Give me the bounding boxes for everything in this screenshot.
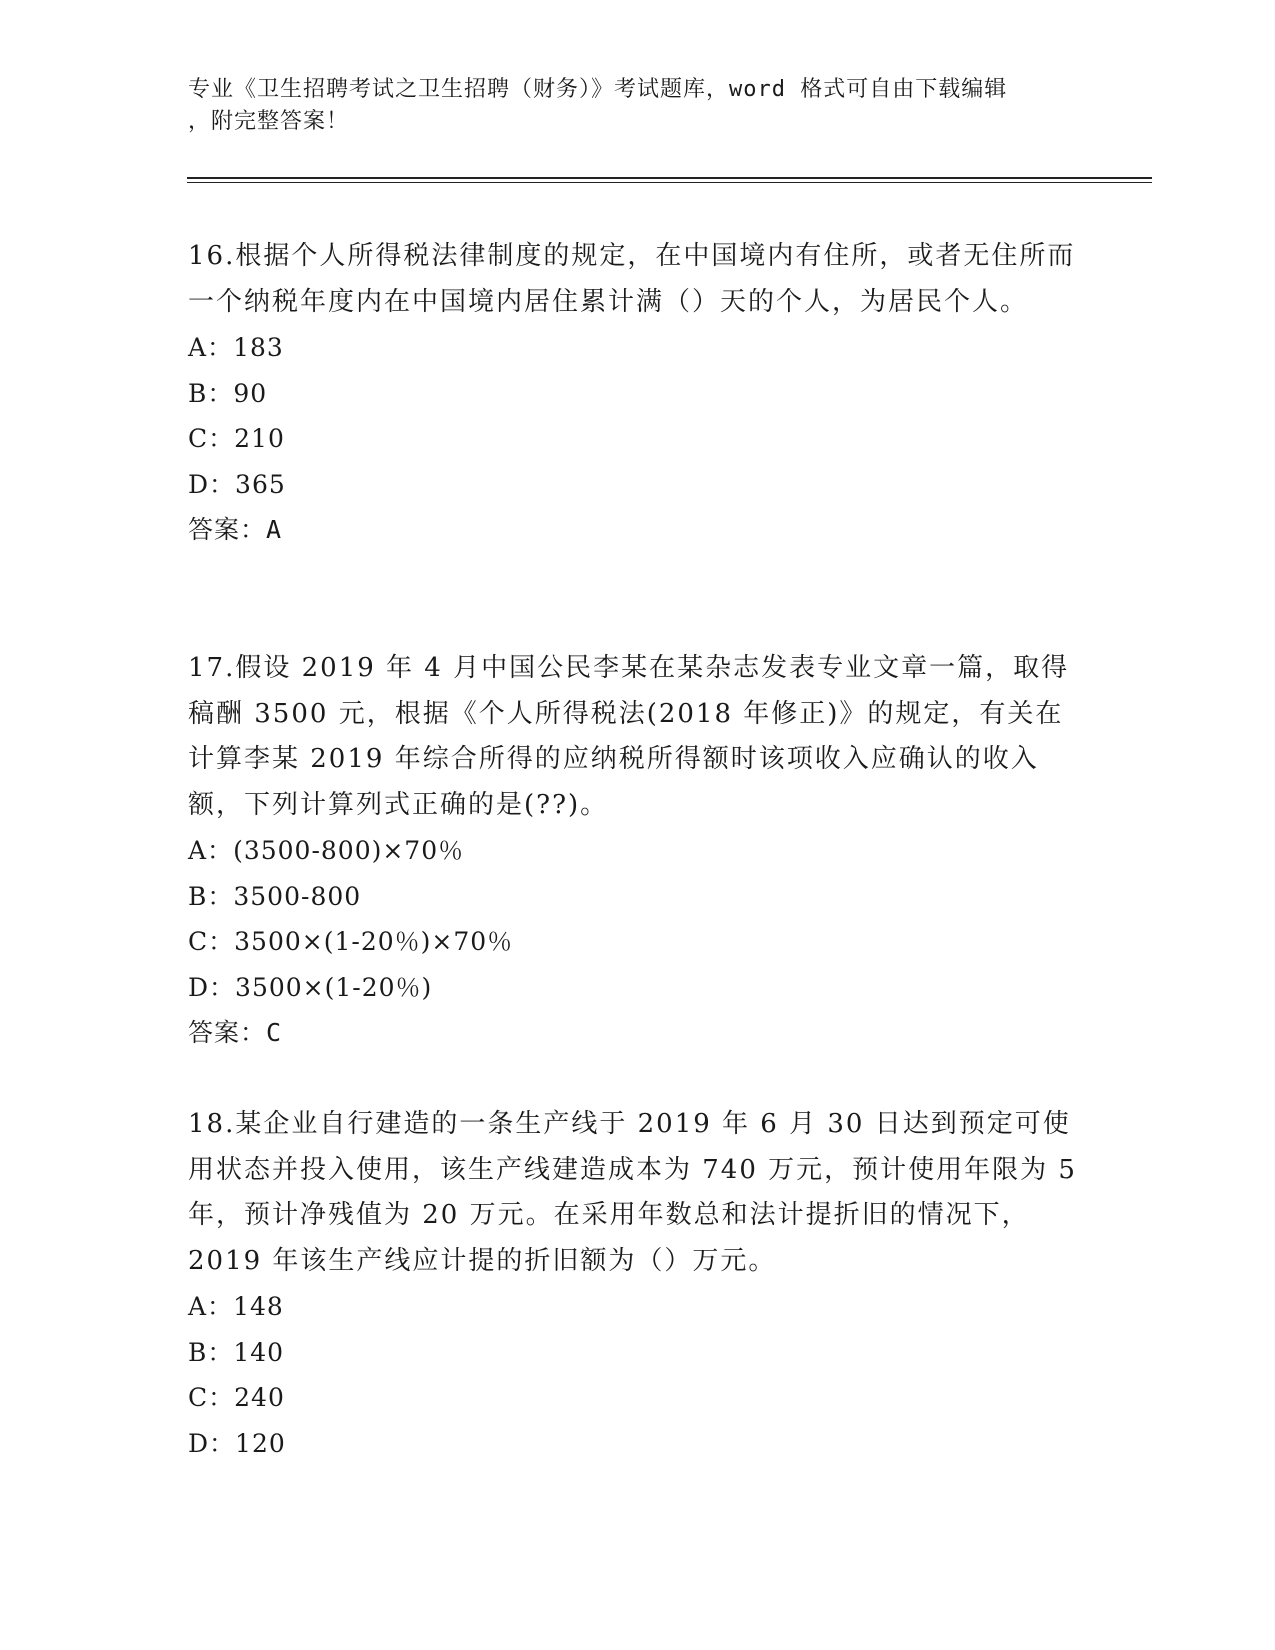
answer-line: [188, 1010, 1088, 1056]
option-c: [188, 1375, 1088, 1421]
answer-line: [188, 507, 1088, 553]
question-stem: 18.某企业自行建造的一条生产线于 2019 年 6 月 30 日达到预定可使用状态并投入使用，该生产线建造成本为 740 万元，预计使用年限为 5 年，预计净残值为 20 万元。在采用年数总和法计提折旧的情况下，2019 年该生产线应计提的折旧额为（）万元。: [188, 1109, 1077, 1276]
option-label: C：: [188, 927, 235, 956]
question-16: [188, 234, 1088, 553]
option-a: [188, 325, 1088, 371]
question-stem: 16.根据个人所得税法律制度的规定，在中国境内有住所，或者无住所而一个纳税年度内在中国境内居住累计满（）天的个人，为居民个人。: [188, 241, 1076, 317]
option-label: C：: [188, 424, 235, 453]
option-label: D：: [188, 1428, 236, 1458]
option-b: [188, 371, 1088, 417]
header-divider-thin: [187, 182, 1152, 183]
option-text: 3500×(1-20％)×70％: [234, 927, 514, 956]
option-d: [188, 462, 1088, 508]
option-list: [188, 325, 1088, 507]
option-text: 148: [233, 1292, 284, 1321]
answer-value: A: [266, 515, 283, 544]
document-header: 专业《卫生招聘考试之卫生招聘（财务）》考试题库，word 格式可自由下载编辑 ，附完整答案！: [188, 77, 1008, 134]
option-list: [188, 1284, 1088, 1466]
option-label: D：: [188, 469, 236, 499]
option-d: [188, 965, 1088, 1011]
option-text: 90: [233, 378, 268, 408]
answer-value: C: [266, 1018, 283, 1047]
option-label: B：: [188, 378, 234, 408]
option-list: [188, 828, 1088, 1010]
option-label: B：: [188, 1337, 234, 1367]
answer-label: 答案：: [188, 1018, 267, 1047]
option-label: A：: [188, 836, 234, 865]
option-text: 183: [233, 333, 284, 362]
option-text: 120: [235, 1428, 286, 1458]
option-a: [188, 828, 1088, 874]
option-b: [188, 874, 1088, 920]
option-c: [188, 919, 1088, 965]
option-label: A：: [188, 1292, 234, 1321]
option-text: 240: [234, 1383, 285, 1412]
option-label: B：: [188, 881, 234, 911]
option-b: [188, 1330, 1088, 1376]
option-c: [188, 416, 1088, 462]
answer-label: 答案：: [188, 515, 267, 544]
option-label: C：: [188, 1383, 235, 1412]
option-label: A：: [188, 333, 234, 362]
option-text: (3500-800)×70％: [233, 836, 465, 865]
option-text: 3500-800: [233, 881, 362, 911]
question-stem: 17.假设 2019 年 4 月中国公民李某在某杂志发表专业文章一篇，取得稿酬 3500 元，根据《个人所得税法(2018 年修正)》的规定，有关在计算李某 2019 年综合所得的应纳税所得额时该项收入应确认的收入额，下列计算列式正确的是(??)。: [188, 653, 1070, 820]
option-label: D：: [188, 972, 236, 1002]
option-text: 3500×(1-20％): [235, 972, 433, 1002]
option-text: 210: [234, 424, 285, 453]
option-text: 140: [233, 1337, 285, 1367]
option-d: [188, 1421, 1088, 1467]
header-divider-thick: [187, 177, 1152, 179]
option-text: 365: [235, 469, 286, 499]
question-18: [188, 1102, 1088, 1466]
option-a: [188, 1284, 1088, 1330]
question-17: [188, 646, 1088, 1056]
